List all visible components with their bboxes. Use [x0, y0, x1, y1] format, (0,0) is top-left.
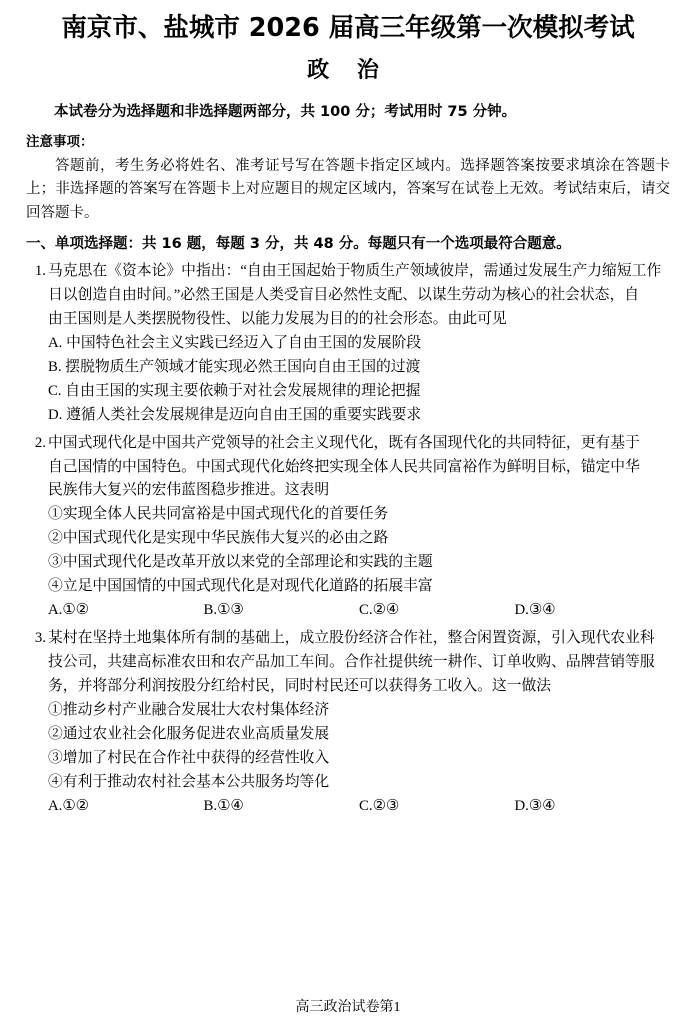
question-stem-line: 技公司，共建高标准农田和农产品加工车间。合作社提供统一耕作、订单收购、品牌营销等服 — [48, 654, 655, 671]
question-stem-line: 民族伟大复兴的宏伟蓝图稳步推进。这表明 — [48, 482, 330, 499]
question-statement: ④有利于推动农村社会基本公共服务均等化 — [48, 774, 330, 791]
question-number: 1. — [34, 262, 46, 279]
question-choice[interactable]: D.③④ — [514, 602, 556, 619]
question-choice[interactable]: A.①② — [48, 602, 89, 619]
question-choice-row — [26, 599, 670, 623]
question-item — [26, 432, 670, 624]
notice-heading: 注意事项： — [26, 134, 94, 151]
question-number: 2. — [34, 434, 46, 451]
question-choice[interactable]: D.③④ — [514, 798, 556, 815]
question-statement: ①推动乡村产业融合发展壮大农村集体经济 — [48, 702, 330, 719]
footer-page-number: 1 — [393, 1000, 401, 1015]
question-item — [26, 627, 670, 819]
exam-lead-note: 本试卷分为选择题和非选择题两部分，共 100 分；考试用时 75 分钟。 — [54, 103, 517, 120]
question-stem-line: 马克思在《资本论》中指出：“自由王国起始于物质生产领域彼岸，需通过发展生产力缩短工作 — [48, 262, 662, 279]
question-choice[interactable]: C.②③ — [359, 798, 400, 815]
page-footer — [0, 996, 696, 1016]
question-choice[interactable]: B.①④ — [203, 798, 244, 815]
question-stem — [26, 260, 670, 284]
question-option[interactable]: B. 摆脱物质生产领域才能实现必然王国向自由王国的过渡 — [48, 358, 421, 375]
question-statement: ④立足中国国情的中国式现代化是对现代化道路的拓展丰富 — [48, 578, 433, 595]
question-option[interactable]: C. 自由王国的实现主要依赖于对社会发展规律的理论把握 — [48, 382, 421, 399]
question-stem — [26, 627, 670, 651]
question-statement: ②中国式现代化是实现中华民族伟大复兴的必由之路 — [48, 530, 389, 547]
question-number: 3. — [34, 630, 46, 647]
exam-title: 南京市、盐城市 2026 届高三年级第一次模拟考试 — [61, 13, 635, 43]
question-choice[interactable]: A.①② — [48, 798, 89, 815]
question-stem-line: 自己国情的中国特色。中国式现代化始终把实现全体人民共同富裕作为鲜明目标，锚定中华 — [48, 458, 640, 475]
section-heading-single-choice: 一、单项选择题：共 16 题，每题 3 分，共 48 分。每题只有一个选项最符合题意。 — [26, 236, 571, 252]
question-choice[interactable]: C.②④ — [359, 602, 400, 619]
question-choice[interactable]: B.①③ — [203, 602, 244, 619]
notice-body: 答题前，考生务必将姓名、准考证号写在答题卡指定区域内。选择题答案按要求填涂在答题卡上；非选择题的答案写在答题卡上对应题目的规定区域内，答案写在试卷上无效。考试结束后，请交回答题卡。 — [26, 157, 670, 221]
question-choice-row — [26, 795, 670, 819]
question-stem-line: 由王国则是人类摆脱物役性、以能力发展为目的的社会形态。由此可见 — [48, 310, 507, 327]
question-stem — [26, 432, 670, 456]
question-item — [26, 260, 670, 428]
question-statement: ②通过农业社会化服务促进农业高质量发展 — [48, 726, 330, 743]
question-option[interactable]: A. 中国特色社会主义实践已经迈入了自由王国的发展阶段 — [48, 334, 422, 351]
question-stem-line: 某村在坚持土地集体所有制的基础上，成立股份经济合作社，整合闲置资源，引入现代农业科 — [48, 630, 655, 647]
question-stem-line: 中国式现代化是中国共产党领导的社会主义现代化，既有各国现代化的共同特征，更有基于 — [48, 434, 640, 451]
question-stem-line: 务，并将部分利润按股分红给村民，同时村民还可以获得务工收入。这一做法 — [48, 678, 552, 695]
question-statement: ③增加了村民在合作社中获得的经营性收入 — [48, 750, 330, 767]
footer-label: 高三政治试卷第 — [295, 999, 394, 1015]
question-statement: ③中国式现代化是改革开放以来党的全部理论和实践的主题 — [48, 554, 433, 571]
question-stem-line: 日以创造自由时间。”必然王国是人类受盲目必然性支配、以谋生劳动为核心的社会状态，自 — [48, 286, 640, 303]
subject-title: 政 治 — [307, 57, 389, 83]
question-statement: ①实现全体人民共同富裕是中国式现代化的首要任务 — [48, 506, 389, 523]
question-option[interactable]: D. 遵循人类社会发展规律是迈向自由王国的重要实践要求 — [48, 406, 422, 423]
